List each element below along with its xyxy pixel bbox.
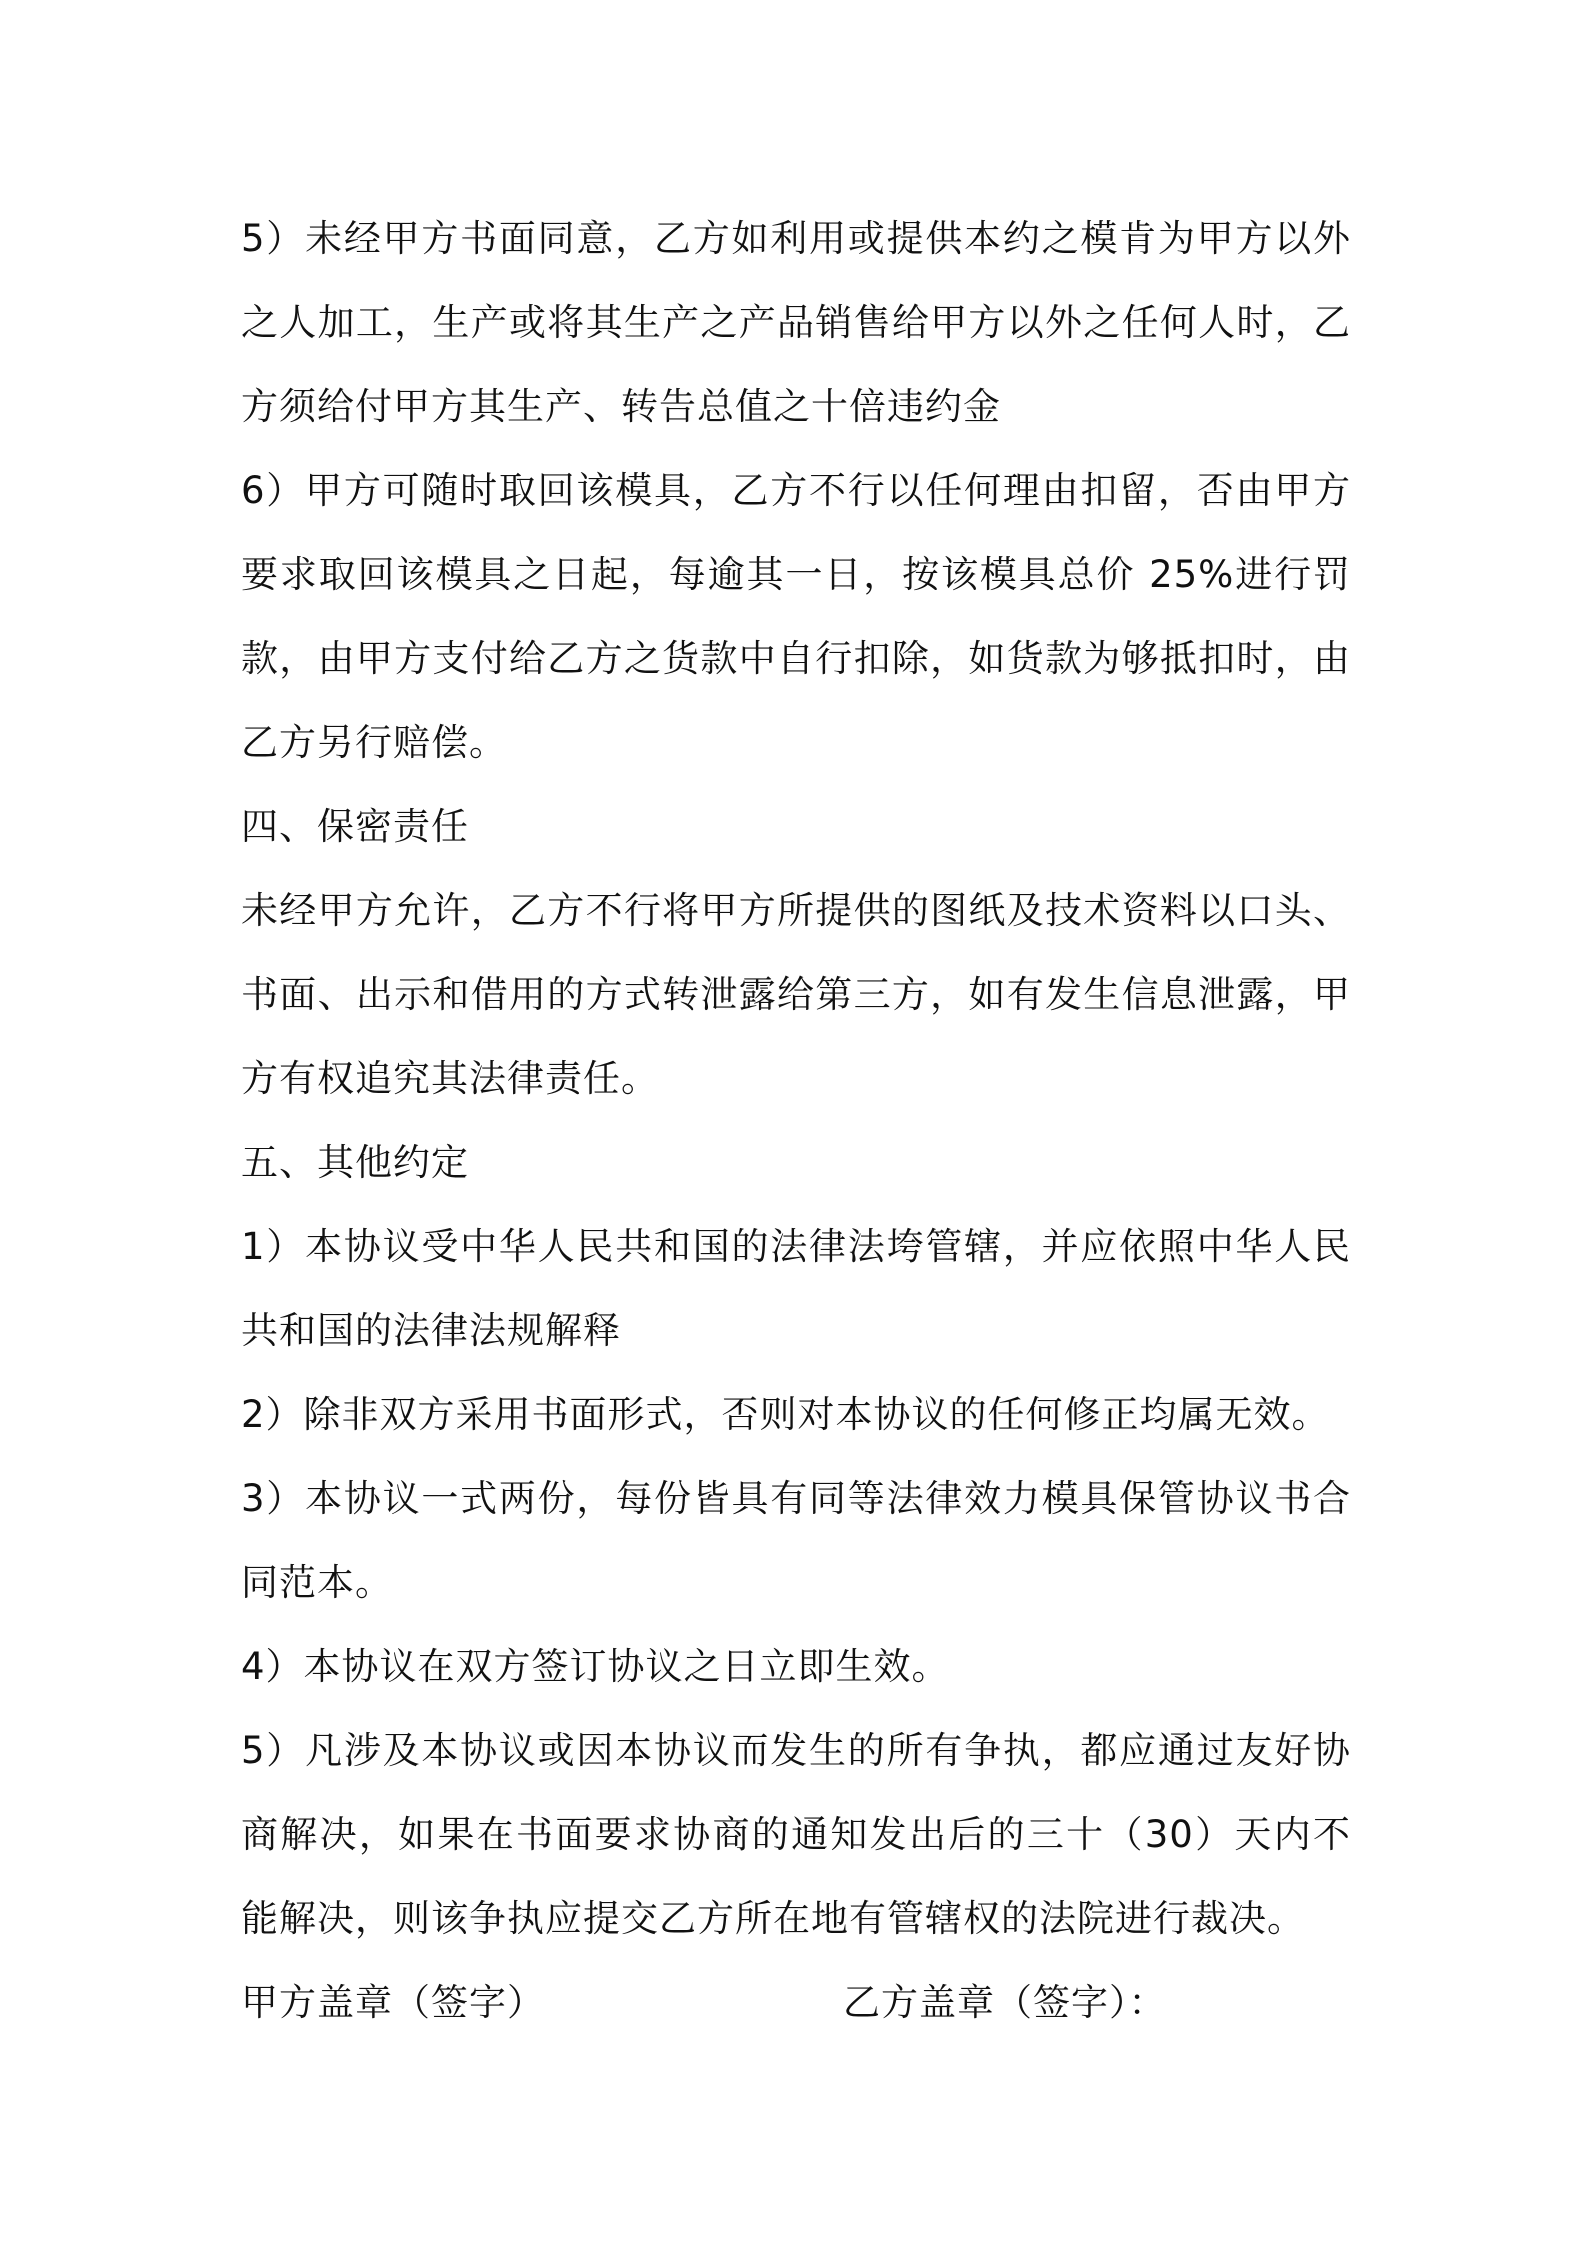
clause-5-2: 2）除非双方采用书面形式，否则对本协议的任何修正均属无效。: [241, 1393, 1330, 1436]
clause-5-3: 3）本协议一式两份，每份皆具有同等法律效力模具保管协议书合同范本。: [241, 1477, 1351, 1604]
signature-row: [241, 1961, 1351, 2045]
clause-3-5: 5）未经甲方书面同意，乙方如利用或提供本约之模肯为甲方以外之人加工，生产或将其生产之产品销售给甲方以外之任何人时，乙方须给付甲方其生产、转告总值之十倍违约金: [241, 217, 1351, 428]
confidentiality-text: 未经甲方允许，乙方不行将甲方所提供的图纸及技术资料以口头、书面、出示和借用的方式转泄露给第三方，如有发生信息泄露，甲方有权追究其法律责任。: [241, 889, 1351, 1100]
clause-5-4: 4）本协议在双方签订协议之日立即生效。: [241, 1645, 950, 1688]
clause-5-1: 1）本协议受中华人民共和国的法律法垮管辖，并应依照中华人民共和国的法律法规解释: [241, 1225, 1351, 1352]
section-heading-other: 五、其他约定: [241, 1141, 469, 1184]
party-a-signature-label: 甲方盖章（签字）: [241, 1981, 545, 2024]
clause-3-6: 6）甲方可随时取回该模具，乙方不行以任何理由扣留，否由甲方要求取回该模具之日起，每逾其一日，按该模具总价 25%进行罚款，由甲方支付给乙方之货款中自行扣除，如货款为够抵扣时，由乙方另行赔偿。: [241, 469, 1351, 764]
document-body: [241, 197, 1351, 2045]
clause-5-5: 5）凡涉及本协议或因本协议而发生的所有争执，都应通过友好协商解决，如果在书面要求协商的通知发出后的三十（30）天内不能解决，则该争执应提交乙方所在地有管辖权的法院进行裁决。: [241, 1729, 1351, 1940]
section-heading-confidentiality: 四、保密责任: [241, 805, 469, 848]
party-b-signature-label: 乙方盖章（签字）：: [843, 1981, 1167, 2024]
